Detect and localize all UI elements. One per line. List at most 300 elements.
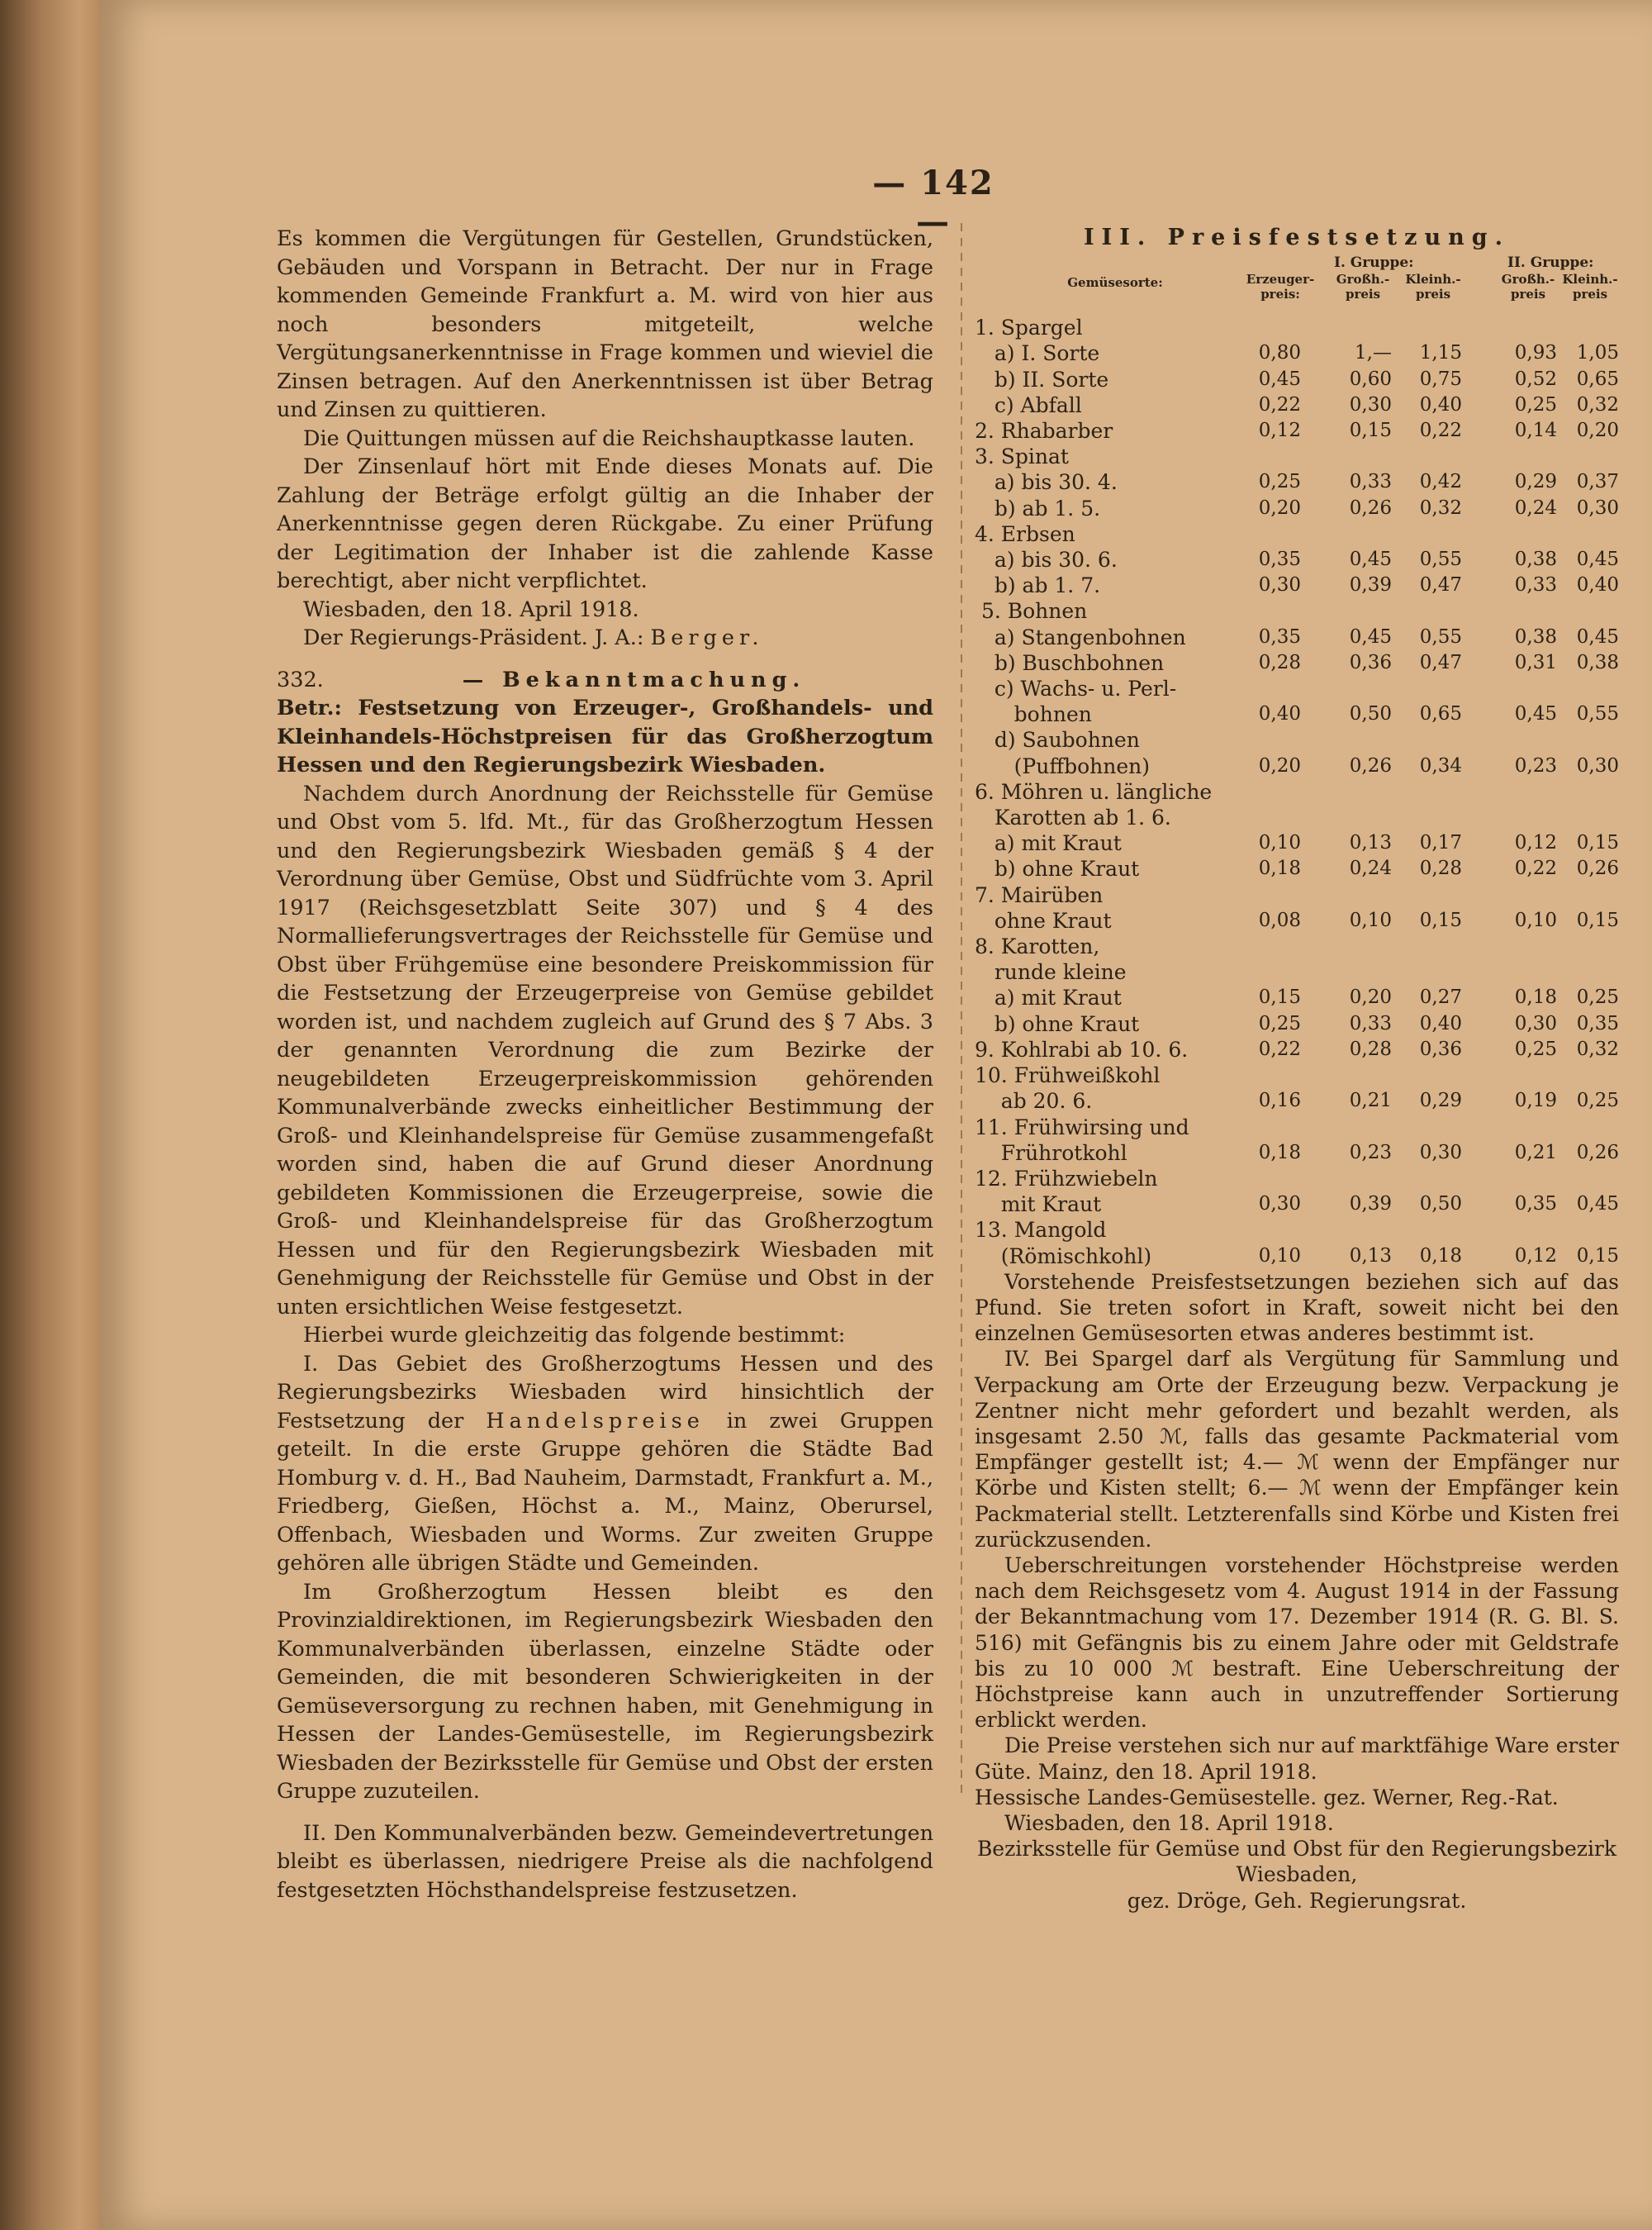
price-cell: 0,25	[1258, 1012, 1301, 1034]
price-cell	[1462, 959, 1557, 985]
price-cell	[1247, 598, 1301, 624]
table-row	[975, 754, 1619, 779]
header-sort: Gemüsesorte:	[1067, 275, 1163, 291]
price-cell	[1462, 1166, 1557, 1191]
vegetable-label: 4. Erbsen	[975, 521, 1075, 546]
price-cell	[1301, 779, 1392, 805]
table-row	[975, 882, 1619, 908]
office-wiesbaden: Bezirksstelle für Gemüse und Obst für den Regierungsbezirk Wiesbaden,	[976, 1837, 1617, 1887]
price-cell: 0,33	[1349, 1012, 1392, 1034]
price-cell: 0,20	[1258, 497, 1301, 519]
price-cell	[1557, 1115, 1619, 1140]
vegetable-label: 13. Mangold	[975, 1218, 1107, 1243]
price-cell	[1247, 1166, 1301, 1191]
price-cell	[1301, 934, 1392, 959]
price-cell	[1247, 882, 1301, 908]
price-cell	[1392, 444, 1462, 469]
table-row	[975, 1243, 1619, 1269]
paragraph-ordinance: Nachdem durch Anordnung der Reichsstelle für Gemüse und Obst vom 5. lfd. Mt., für das Großherzogtum Hessen und den Regierungsbezirk Wiesbaden gemäß § 4 der Verordnung über Gemüse, Obst und Südfrüchte vom 3. April 1917 (Reichsgesetzblatt Seite 307) und § 4 des Normallieferungsvertrages der Reichsstelle für Gemüse und Obst über Frühgemüse eine besondere Preiskommission für die Festsetzung der Erzeugerpreise von Gemüse gebildet worden ist, und nachdem zugleich auf Grund des § 7 Abs. 3 der genannten Verordnung die zum Bezirke der neugebildeten Erzeugerpreiskommission gehörenden Kommunalverbände zwecks einheitlicher Bestimmung der Groß- und Kleinhandelspreise für Gemüse zusammengefaßt worden sind, haben die auf Grund dieser Anordnung gebildeten Kommissionen die Erzeugerpreise, sowie die Groß- und Kleinhandelspreise für das Großherzogtum Hessen und für den Regierungsbezirk Wiesbaden mit Genehmigung der Reichsstelle für Gemüse und Obst in der unten ersichtlichen Weise festgesetzt.	[277, 781, 933, 1319]
price-cell: 0,20	[1576, 420, 1619, 442]
price-cell	[1247, 1063, 1301, 1088]
price-cell: 0,42	[1419, 471, 1462, 493]
price-cell: 0,45	[1349, 625, 1392, 648]
price-cell: 0,22	[1258, 393, 1301, 416]
price-cell: 0,35	[1576, 1012, 1619, 1034]
book-left-edge	[0, 0, 99, 2230]
group2-label: II. Gruppe:	[1507, 254, 1594, 272]
price-cell: 0,15	[1576, 832, 1619, 854]
price-cell: 0,23	[1514, 754, 1557, 777]
right-column	[975, 225, 1619, 1914]
price-cell	[1301, 1166, 1392, 1191]
paragraph-asparagus: IV. Bei Spargel darf als Vergütung für Sammlung und Verpackung am Orte der Erzeugung bezw. Verpackung je Zentner nicht mehr gefordert und bezahlt werden, als insgesamt 2.50 ℳ, falls das gesamte Packmaterial vom Empfänger gestellt ist; 4.— ℳ wenn der Empfänger nur Körbe und Kisten stellt; 6.— ℳ wenn der Empfänger kein Packmaterial stellt. Letzterenfalls sind Körbe und Kisten frei zurückzusenden.	[975, 1347, 1619, 1552]
paragraph-groups	[277, 1350, 933, 1578]
price-cell	[1301, 1063, 1392, 1088]
table-row	[975, 496, 1619, 521]
vegetable-label: b) ab 1. 5.	[975, 496, 1101, 521]
vegetable-label: 12. Frühzwiebeln	[975, 1166, 1158, 1191]
price-cell: 0,22	[1419, 420, 1462, 442]
price-cell	[1557, 779, 1619, 805]
table-row	[975, 805, 1619, 830]
price-cell	[1392, 315, 1462, 340]
paragraph-quality: Die Preise verstehen sich nur auf marktfähige Ware erster Güte. Mainz, den 18. April 1918.	[975, 1733, 1619, 1784]
price-cell	[1462, 779, 1557, 805]
table-row	[975, 959, 1619, 985]
price-cell	[1462, 727, 1557, 753]
price-cell: 0,22	[1514, 858, 1557, 880]
price-cell: 0,36	[1419, 1038, 1462, 1060]
price-cell: 0,25	[1576, 987, 1619, 1009]
price-cell: 0,15	[1258, 987, 1301, 1009]
notice-heading	[277, 666, 933, 695]
price-cell	[1247, 444, 1301, 469]
vegetable-label: 1. Spargel	[975, 316, 1083, 340]
price-cell: 0,25	[1514, 393, 1557, 416]
date-line: Wiesbaden, den 18. April 1918.	[303, 597, 639, 622]
price-cell: 0,65	[1419, 703, 1462, 725]
section-title: III. Preisfestsetzung.	[1083, 225, 1511, 250]
price-cell: 0,30	[1258, 1193, 1301, 1215]
price-cell	[1247, 779, 1301, 805]
left-column	[277, 225, 933, 1904]
price-cell	[1392, 521, 1462, 547]
vegetable-label: b) II. Sorte	[975, 367, 1109, 392]
price-cell: 0,31	[1514, 651, 1557, 673]
price-cell: 0,10	[1258, 1244, 1301, 1267]
price-table	[975, 315, 1619, 1269]
price-cell	[1301, 727, 1392, 753]
header-g1-wholesale: Großh.-preis	[1336, 272, 1390, 302]
price-cell: 0,23	[1349, 1141, 1392, 1163]
price-cell: 0,40	[1258, 703, 1301, 725]
price-cell: 0,32	[1576, 1038, 1619, 1060]
vegetable-label: 3. Spinat	[975, 445, 1069, 469]
header-g2-wholesale: Großh.-preis	[1501, 272, 1555, 302]
price-cell: 0,30	[1576, 497, 1619, 519]
vegetable-label: b) ab 1. 7.	[975, 573, 1101, 598]
price-cell: 0,47	[1419, 651, 1462, 673]
price-cell	[1557, 882, 1619, 908]
table-row	[975, 856, 1619, 882]
price-cell: 0,24	[1514, 497, 1557, 519]
price-cell	[1392, 598, 1462, 624]
vegetable-label: 5. Bohnen	[975, 599, 1088, 624]
price-cell: 0,38	[1514, 625, 1557, 648]
price-cell: 0,15	[1419, 909, 1462, 931]
price-cell	[1462, 598, 1557, 624]
price-cell	[1392, 779, 1462, 805]
price-cell	[1462, 805, 1557, 830]
table-row	[975, 444, 1619, 469]
table-row	[975, 1011, 1619, 1037]
price-cell: 0,93	[1514, 342, 1557, 364]
price-cell: 0,25	[1258, 471, 1301, 493]
price-cell: 0,50	[1419, 1193, 1462, 1215]
price-cell: 0,30	[1576, 754, 1619, 777]
price-cell: 0,21	[1349, 1090, 1392, 1112]
price-cell	[1557, 934, 1619, 959]
vegetable-label: 10. Frühweißkohl	[975, 1063, 1161, 1088]
price-cell	[1557, 727, 1619, 753]
paragraph-lower-prices: II. Den Kommunalverbänden bezw. Gemeindevertretungen bleibt es überlassen, niedrigere Preise als die nachfolgend festgesetzten Höchsthandelspreise festzusetzen.	[277, 1820, 933, 1903]
table-row	[975, 934, 1619, 959]
table-row	[975, 727, 1619, 753]
price-table-header	[975, 272, 1619, 315]
table-row	[975, 340, 1619, 366]
signature-name: Berger.	[650, 625, 764, 650]
table-row	[975, 547, 1619, 573]
price-cell: 0,52	[1514, 368, 1557, 390]
price-cell: 0,40	[1419, 1012, 1462, 1034]
vegetable-label: 2. Rhabarber	[975, 419, 1113, 444]
price-cell: 0,35	[1514, 1193, 1557, 1215]
price-cell	[1557, 444, 1619, 469]
table-row	[975, 1088, 1619, 1114]
price-cell: 0,26	[1349, 497, 1392, 519]
header-g2-retail: Kleinh.-preis	[1562, 272, 1618, 302]
table-row	[975, 1037, 1619, 1063]
table-row	[975, 573, 1619, 598]
price-cell	[1392, 727, 1462, 753]
notice-number: 332.	[277, 667, 324, 692]
table-row	[975, 650, 1619, 676]
price-cell	[1301, 521, 1392, 547]
price-cell	[1462, 882, 1557, 908]
price-cell	[1301, 1217, 1392, 1243]
table-row	[975, 830, 1619, 856]
price-cell	[1557, 315, 1619, 340]
price-cell	[1247, 727, 1301, 753]
header-producer: Erzeuger-preis:	[1246, 272, 1315, 302]
table-row	[975, 1140, 1619, 1166]
price-cell: 0,15	[1576, 909, 1619, 931]
price-cell	[1462, 934, 1557, 959]
price-cell: 0,20	[1258, 754, 1301, 777]
price-cell	[1247, 676, 1301, 701]
price-cell: 0,32	[1576, 393, 1619, 416]
paragraph-interest: Der Zinsenlauf hört mit Ende dieses Monats auf. Die Zahlung der Beträge erfolgt gültig an die Inhaber der Anerkenntnisse gegen deren Rückgabe. Zu einer Prüfung der Legitimation der Inhaber ist die zahlende Kasse berechtigt, aber nicht verpflichtet.	[277, 454, 933, 593]
price-cell: 0,28	[1349, 1038, 1392, 1060]
vegetable-label: a) bis 30. 6.	[975, 548, 1118, 573]
price-cell: 0,30	[1349, 393, 1392, 416]
price-cell: 0,12	[1258, 420, 1301, 442]
price-cell: 0,55	[1419, 549, 1462, 571]
paragraph-validity: Vorstehende Preisfestsetzungen beziehen sich auf das Pfund. Sie treten sofort in Kraft, soweit nicht bei den einzelnen Gemüsesorten etwas anderes bestimmt ist.	[975, 1269, 1619, 1346]
price-cell: 0,33	[1514, 574, 1557, 597]
price-cell: 0,28	[1419, 858, 1462, 880]
price-cell: 0,29	[1514, 471, 1557, 493]
price-cell	[1557, 1166, 1619, 1191]
price-cell: 0,45	[1576, 625, 1619, 648]
price-cell	[1247, 1217, 1301, 1243]
price-cell: 0,30	[1514, 1012, 1557, 1034]
vegetable-label: 11. Frühwirsing und	[975, 1115, 1189, 1139]
page-number: — 142 —	[872, 164, 995, 241]
table-row	[975, 985, 1619, 1010]
price-cell	[1392, 882, 1462, 908]
vegetable-label: 9. Kohlrabi ab 10. 6.	[975, 1037, 1189, 1062]
table-row	[975, 521, 1619, 547]
vegetable-label: (Puffbohnen)	[975, 754, 1151, 778]
table-row	[975, 1191, 1619, 1217]
price-cell: 0,17	[1419, 832, 1462, 854]
price-cell: 0,36	[1349, 651, 1392, 673]
price-cell: 0,25	[1514, 1038, 1557, 1060]
price-cell	[1392, 959, 1462, 985]
price-cell	[1301, 598, 1392, 624]
table-row	[975, 418, 1619, 444]
vegetable-label: Frührotkohl	[975, 1140, 1127, 1165]
price-cell: 0,65	[1576, 368, 1619, 390]
price-cell: 0,29	[1419, 1090, 1462, 1112]
price-cell: 0,40	[1576, 574, 1619, 597]
price-cell	[1557, 959, 1619, 985]
table-row	[975, 908, 1619, 934]
price-cell	[1301, 676, 1392, 701]
price-cell: 0,08	[1258, 909, 1301, 931]
price-cell	[1557, 1217, 1619, 1243]
column-divider	[961, 223, 962, 1793]
price-cell: 0,60	[1349, 368, 1392, 390]
groups-text-c: in zwei Gruppen geteilt. In die erste Gruppe gehören die Städte Bad Homburg v. d. H., Bad Nauheim, Darmstadt, Frankfurt a. M., Friedberg, Gießen, Höchst a. M., Mainz, Oberursel, Offenbach, Wiesbaden und Worms. Zur zweiten Gruppe gehören alle übrigen Städte und Gemeinden.	[277, 1408, 933, 1576]
price-cell: 0,38	[1576, 651, 1619, 673]
price-cell	[1557, 805, 1619, 830]
price-cell	[1392, 1217, 1462, 1243]
price-cell: 0,26	[1576, 858, 1619, 880]
price-cell	[1301, 805, 1392, 830]
price-cell	[1462, 444, 1557, 469]
paragraph-provinces: Im Großherzogtum Hessen bleibt es den Provinzialdirektionen, im Regierungsbezirk Wiesbaden den Kommunalverbänden überlassen, einzelne Städte oder Gemeinden, die mit besonderen Schwierigkeiten in der Gemüseversorgung zu rechnen haben, mit Genehmigung in Hessen der Landes-Gemüsestelle, im Regierungsbezirk Wiesbaden der Bezirksstelle für Gemüse und Obst der ersten Gruppe zuzuteilen.	[277, 1579, 933, 1804]
paragraph-determined: Hierbei wurde gleichzeitig das folgende bestimmt:	[303, 1323, 846, 1348]
price-cell	[1247, 1115, 1301, 1140]
price-cell: 0,20	[1349, 987, 1392, 1009]
price-cell: 0,33	[1349, 471, 1392, 493]
price-cell	[1247, 521, 1301, 547]
date-wiesbaden: Wiesbaden, den 18. April 1918.	[1004, 1810, 1334, 1835]
price-cell: 0,26	[1349, 754, 1392, 777]
price-cell: 0,10	[1514, 909, 1557, 931]
price-cell	[1462, 1063, 1557, 1088]
price-cell: 0,75	[1419, 368, 1462, 390]
price-cell: 0,45	[1349, 549, 1392, 571]
price-cell: 0,10	[1258, 832, 1301, 854]
price-cell	[1301, 444, 1392, 469]
vegetable-label: bohnen	[975, 702, 1092, 727]
table-row	[975, 469, 1619, 495]
table-row	[975, 701, 1619, 727]
vegetable-label: 7. Mairüben	[975, 882, 1104, 907]
vegetable-label: Karotten ab 1. 6.	[975, 806, 1171, 830]
price-cell	[1301, 315, 1392, 340]
vegetable-label: b) Buschbohnen	[975, 650, 1165, 675]
price-cell: 0,22	[1258, 1038, 1301, 1060]
vegetable-label: runde kleine	[975, 960, 1127, 985]
price-cell: 0,12	[1514, 832, 1557, 854]
table-row	[975, 1166, 1619, 1191]
price-cell: 0,39	[1349, 1193, 1392, 1215]
price-cell	[1557, 521, 1619, 547]
price-cell: 0,80	[1258, 342, 1301, 364]
vegetable-label: d) Saubohnen	[975, 728, 1140, 753]
price-cell: 0,40	[1419, 393, 1462, 416]
price-cell	[1392, 1166, 1462, 1191]
price-cell: 0,37	[1576, 471, 1619, 493]
vegetable-label: b) ohne Kraut	[975, 857, 1140, 882]
vegetable-label: a) Stangenbohnen	[975, 625, 1186, 649]
price-cell	[1392, 1115, 1462, 1140]
vegetable-label: ab 20. 6.	[975, 1089, 1093, 1114]
price-cell: 0,45	[1514, 703, 1557, 725]
price-cell	[1301, 882, 1392, 908]
price-cell: 0,32	[1419, 497, 1462, 519]
price-cell: 0,30	[1419, 1141, 1462, 1163]
price-cell	[1462, 521, 1557, 547]
price-cell: 1,15	[1419, 342, 1462, 364]
table-row	[975, 1063, 1619, 1088]
price-cell	[1462, 1217, 1557, 1243]
price-cell: 0,35	[1258, 549, 1301, 571]
price-cell: 0,39	[1349, 574, 1392, 597]
price-cell: 0,18	[1258, 1141, 1301, 1163]
price-cell: 0,18	[1514, 987, 1557, 1009]
vegetable-label: c) Wachs- u. Perl-	[975, 677, 1177, 701]
vegetable-label: b) ohne Kraut	[975, 1011, 1140, 1036]
price-cell: 0,15	[1349, 420, 1392, 442]
paragraph-receipts: Die Quittungen müssen auf die Reichshauptkasse lauten.	[303, 426, 915, 451]
price-cell: 0,13	[1349, 832, 1392, 854]
signature-line	[277, 624, 933, 653]
table-row	[975, 1217, 1619, 1243]
price-cell: 0,21	[1514, 1141, 1557, 1163]
price-cell: 0,13	[1349, 1244, 1392, 1267]
price-cell: 0,38	[1514, 549, 1557, 571]
price-cell	[1247, 805, 1301, 830]
price-cell	[1247, 959, 1301, 985]
price-cell	[1247, 315, 1301, 340]
price-cell: 0,28	[1258, 651, 1301, 673]
price-cell: 0,14	[1514, 420, 1557, 442]
price-cell	[1557, 598, 1619, 624]
table-row	[975, 676, 1619, 701]
price-cell: 0,16	[1258, 1090, 1301, 1112]
notice-subject: Betr.: Festsetzung von Erzeuger-, Großhandels- und Kleinhandels-Höchstpreisen für das Großherzogtum Hessen und den Regierungsbezirk Wiesbaden.	[277, 696, 933, 777]
price-cell	[1462, 676, 1557, 701]
vegetable-label: 8. Karotten,	[975, 934, 1100, 959]
vegetable-label: (Römischkohl)	[975, 1243, 1152, 1268]
table-row	[975, 315, 1619, 340]
price-cell: 0,26	[1576, 1141, 1619, 1163]
price-cell: 1,—	[1355, 342, 1392, 364]
group-header-row	[975, 250, 1619, 272]
price-cell: 0,45	[1258, 368, 1301, 390]
vegetable-label: a) I. Sorte	[975, 341, 1100, 366]
price-cell	[1392, 934, 1462, 959]
vegetable-label: a) mit Kraut	[975, 986, 1122, 1010]
price-cell	[1462, 1115, 1557, 1140]
price-cell	[1392, 1063, 1462, 1088]
price-cell	[1462, 315, 1557, 340]
price-cell: 0,18	[1258, 858, 1301, 880]
vegetable-label: a) bis 30. 4.	[975, 470, 1118, 495]
table-row	[975, 392, 1619, 418]
groups-text-a: I. Das Gebiet des Großherzogtums Hessen und des Regierungsbezirks Wiesbaden wird hinsichtlich der Festsetzung der	[277, 1351, 933, 1434]
price-cell: 0,19	[1514, 1090, 1557, 1112]
price-cell: 0,34	[1419, 754, 1462, 777]
header-g1-retail: Kleinh.-preis	[1405, 272, 1461, 302]
price-cell: 0,35	[1258, 625, 1301, 648]
price-cell: 0,55	[1419, 625, 1462, 648]
signature-title: Der Regierungs-Präsident. J. A.:	[303, 625, 644, 650]
price-cell: 0,18	[1419, 1244, 1462, 1267]
price-cell: 0,45	[1576, 549, 1619, 571]
price-cell	[1392, 805, 1462, 830]
price-cell	[1557, 1063, 1619, 1088]
price-cell: 0,15	[1576, 1244, 1619, 1267]
price-cell: 0,45	[1576, 1193, 1619, 1215]
price-cell: 0,24	[1349, 858, 1392, 880]
vegetable-label: ohne Kraut	[975, 908, 1112, 933]
table-row	[975, 598, 1619, 624]
table-row	[975, 1115, 1619, 1140]
price-cell: 0,47	[1419, 574, 1462, 597]
table-row	[975, 779, 1619, 805]
price-cell	[1557, 676, 1619, 701]
vegetable-label: c) Abfall	[975, 392, 1082, 417]
price-cell: 0,55	[1576, 703, 1619, 725]
table-row	[975, 625, 1619, 650]
price-cell	[1301, 1115, 1392, 1140]
signature-hessen: Hessische Landes-Gemüsestelle. gez. Werner, Reg.-Rat.	[975, 1785, 1559, 1809]
paragraph-penalties: Ueberschreitungen vorstehender Höchstpreise werden nach dem Reichsgesetz vom 4. August 1914 in der Fassung der Bekanntmachung vom 17. Dezember 1914 (R. G. Bl. S. 516) mit Gefängnis bis zu einem Jahre oder mit Geldstrafe bis zu 10 000 ℳ bestraft. Eine Ueberschreitung der Höchstpreise kann auch in unzutreffender Sortierung erblickt werden.	[975, 1552, 1619, 1733]
notice-title: — Bekanntmachung.	[462, 667, 806, 692]
price-cell: 0,50	[1349, 703, 1392, 725]
price-cell: 0,10	[1349, 909, 1392, 931]
table-row	[975, 367, 1619, 392]
price-cell	[1392, 676, 1462, 701]
vegetable-label: mit Kraut	[975, 1192, 1102, 1217]
paragraph-compensation: Es kommen die Vergütungen für Gestellen, Grundstücken, Gebäuden und Vorspann in Betracht. Der nur in Frage kommenden Gemeinde Frankfurt a. M. wird von hier aus noch besonders mitgeteilt, welche Vergütungsanerkenntnisse in Frage kommen und wieviel die Zinsen betragen. Auf den Anerkenntnissen ist über Betrag und Zinsen zu quittieren.	[277, 226, 933, 422]
price-cell	[1247, 934, 1301, 959]
price-cell: 0,12	[1514, 1244, 1557, 1267]
price-cell	[1301, 959, 1392, 985]
price-cell: 0,30	[1258, 574, 1301, 597]
signature-droege: gez. Dröge, Geh. Regierungsrat.	[1127, 1888, 1467, 1913]
price-cell: 1,05	[1576, 342, 1619, 364]
price-cell: 0,25	[1576, 1090, 1619, 1112]
price-cell: 0,27	[1419, 987, 1462, 1009]
price-table-body	[975, 315, 1619, 1269]
